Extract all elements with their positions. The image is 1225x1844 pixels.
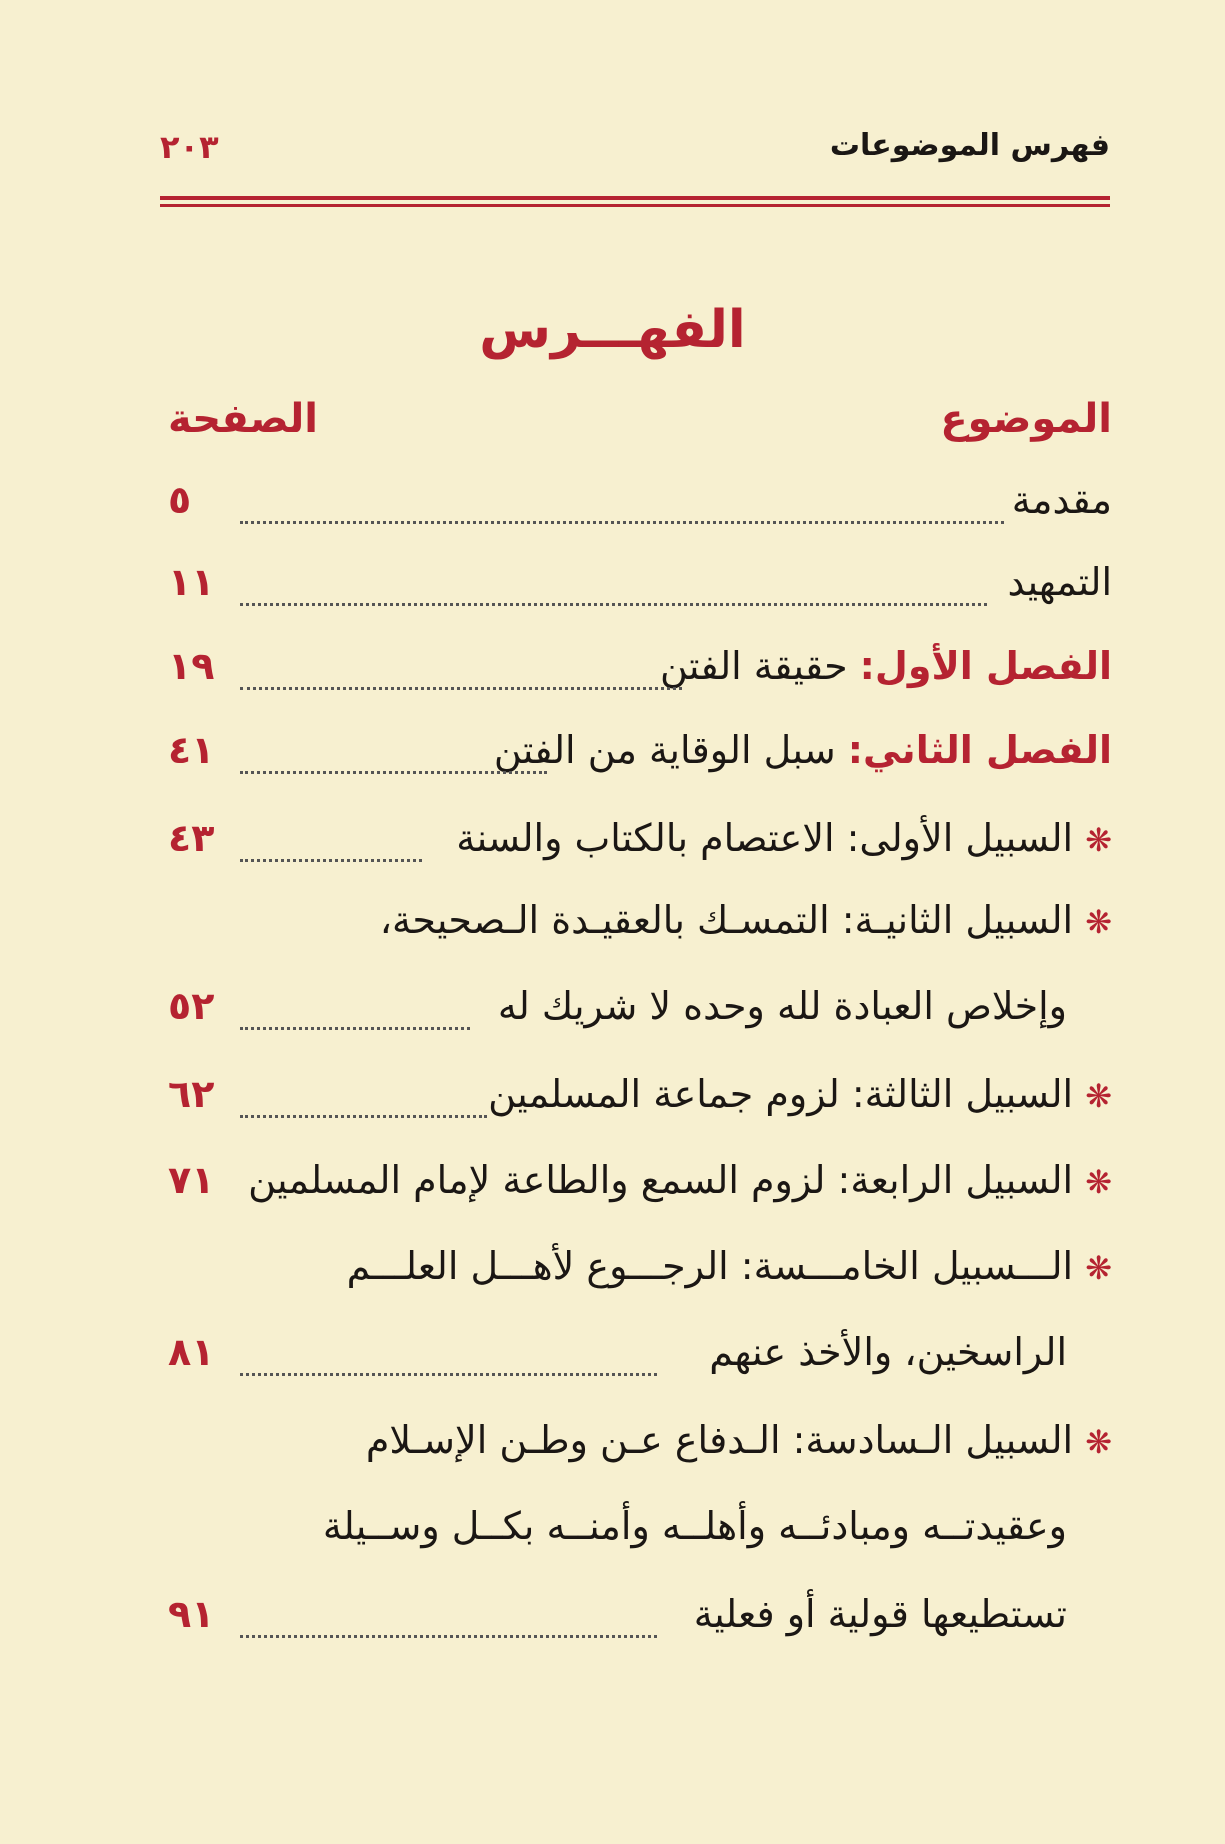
header-rule-thin [160, 204, 1110, 207]
leader-dots [240, 1115, 487, 1118]
entry-page-number: ١١ [168, 560, 215, 604]
entry-page-number: ٤١ [168, 728, 215, 772]
header-page-number: ٢٠٣ [160, 128, 219, 166]
leader-dots [240, 1635, 657, 1638]
toc-entry-path-5-continued[interactable] [160, 1322, 1112, 1382]
toc-entry-path-6[interactable] [160, 1410, 1112, 1470]
toc-entry-path-2-continued[interactable] [160, 976, 1112, 1036]
entry-text-line-1: السبيل الثانيـة: التمسـك بالعقيـدة الـصحيحة، [379, 898, 1074, 942]
toc-entry-path-6-continued-2[interactable] [160, 1584, 1112, 1644]
column-heading-page: الصفحة [168, 396, 319, 442]
entry-text-line-1: السبيل الـسادسة: الـدفاع عـن وطـن الإسـلام [365, 1418, 1074, 1462]
bullet-star-icon: ❋ [1085, 1249, 1112, 1287]
bullet-star-icon: ❋ [1085, 1077, 1112, 1115]
toc-entry-chapter-2[interactable] [160, 720, 1112, 780]
entry-page-number: ٧١ [168, 1158, 215, 1202]
bullet-star-icon: ❋ [1085, 1163, 1112, 1201]
leader-dots [240, 687, 682, 690]
entry-text-line-3: تستطيعها قولية أو فعلية [693, 1592, 1067, 1636]
column-heading-topic: الموضوع [940, 396, 1112, 442]
entry-page-number: ٩١ [168, 1592, 215, 1636]
bullet-star-icon: ❋ [1085, 1423, 1112, 1461]
index-title: الفهـــرس [479, 300, 746, 360]
toc-entry-path-1[interactable] [160, 808, 1112, 868]
entry-text: حقيقة الفتن [659, 644, 848, 688]
leader-dots [240, 521, 1004, 524]
toc-entry-preface[interactable] [160, 552, 1112, 612]
entry-text: السبيل الأولى: الاعتصام بالكتاب والسنة [456, 816, 1074, 860]
bullet-star-icon: ❋ [1085, 821, 1112, 859]
entry-text: التمهيد [1007, 560, 1112, 604]
toc-entry-introduction[interactable] [160, 470, 1112, 530]
entry-page-number: ٤٣ [168, 816, 215, 860]
entry-text: سبل الوقاية من الفتن [493, 728, 836, 772]
leader-dots [240, 1373, 657, 1376]
entry-page-number: ١٩ [168, 644, 215, 688]
entry-text: السبيل الثالثة: لزوم جماعة المسلمين [488, 1072, 1074, 1116]
leader-dots [240, 1027, 470, 1030]
entry-text: السبيل الرابعة: لزوم السمع والطاعة لإمام المسلمين [248, 1158, 1074, 1202]
running-header [160, 128, 1110, 188]
toc-entry-path-2[interactable] [160, 890, 1112, 950]
chapter-label: الفصل الثاني: [847, 728, 1112, 772]
entry-page-number: ٨١ [168, 1330, 215, 1374]
bullet-star-icon: ❋ [1085, 903, 1112, 941]
header-rule-thick [160, 196, 1110, 200]
toc-entry-path-5[interactable] [160, 1236, 1112, 1296]
toc-entry-path-3[interactable] [160, 1064, 1112, 1124]
entry-page-number: ٥٢ [168, 984, 215, 1028]
entry-text-line-2: وعقيدتــه ومبادئــه وأهلــه وأمنــه بكــل وســيلة [322, 1504, 1067, 1548]
chapter-label: الفصل الأول: [859, 644, 1112, 688]
entry-page-number: ٦٢ [168, 1072, 215, 1116]
header-title: فهرس الموضوعات [829, 128, 1110, 163]
toc-entry-chapter-1[interactable] [160, 636, 1112, 696]
toc-entry-path-4[interactable] [160, 1150, 1112, 1210]
entry-text-line-2: الراسخين، والأخذ عنهم [709, 1330, 1067, 1374]
entry-text-line-1: الـــسبيل الخامـــسة: الرجـــوع لأهـــل العلـــم [346, 1244, 1074, 1288]
leader-dots [240, 603, 987, 606]
leader-dots [240, 771, 547, 774]
leader-dots [240, 859, 422, 862]
toc-entry-path-6-continued[interactable] [160, 1496, 1112, 1556]
entry-page-number: ٥ [168, 478, 192, 522]
entry-text-line-2: وإخلاص العبادة لله وحده لا شريك له [497, 984, 1067, 1028]
entry-text: مقدمة [1011, 478, 1112, 522]
